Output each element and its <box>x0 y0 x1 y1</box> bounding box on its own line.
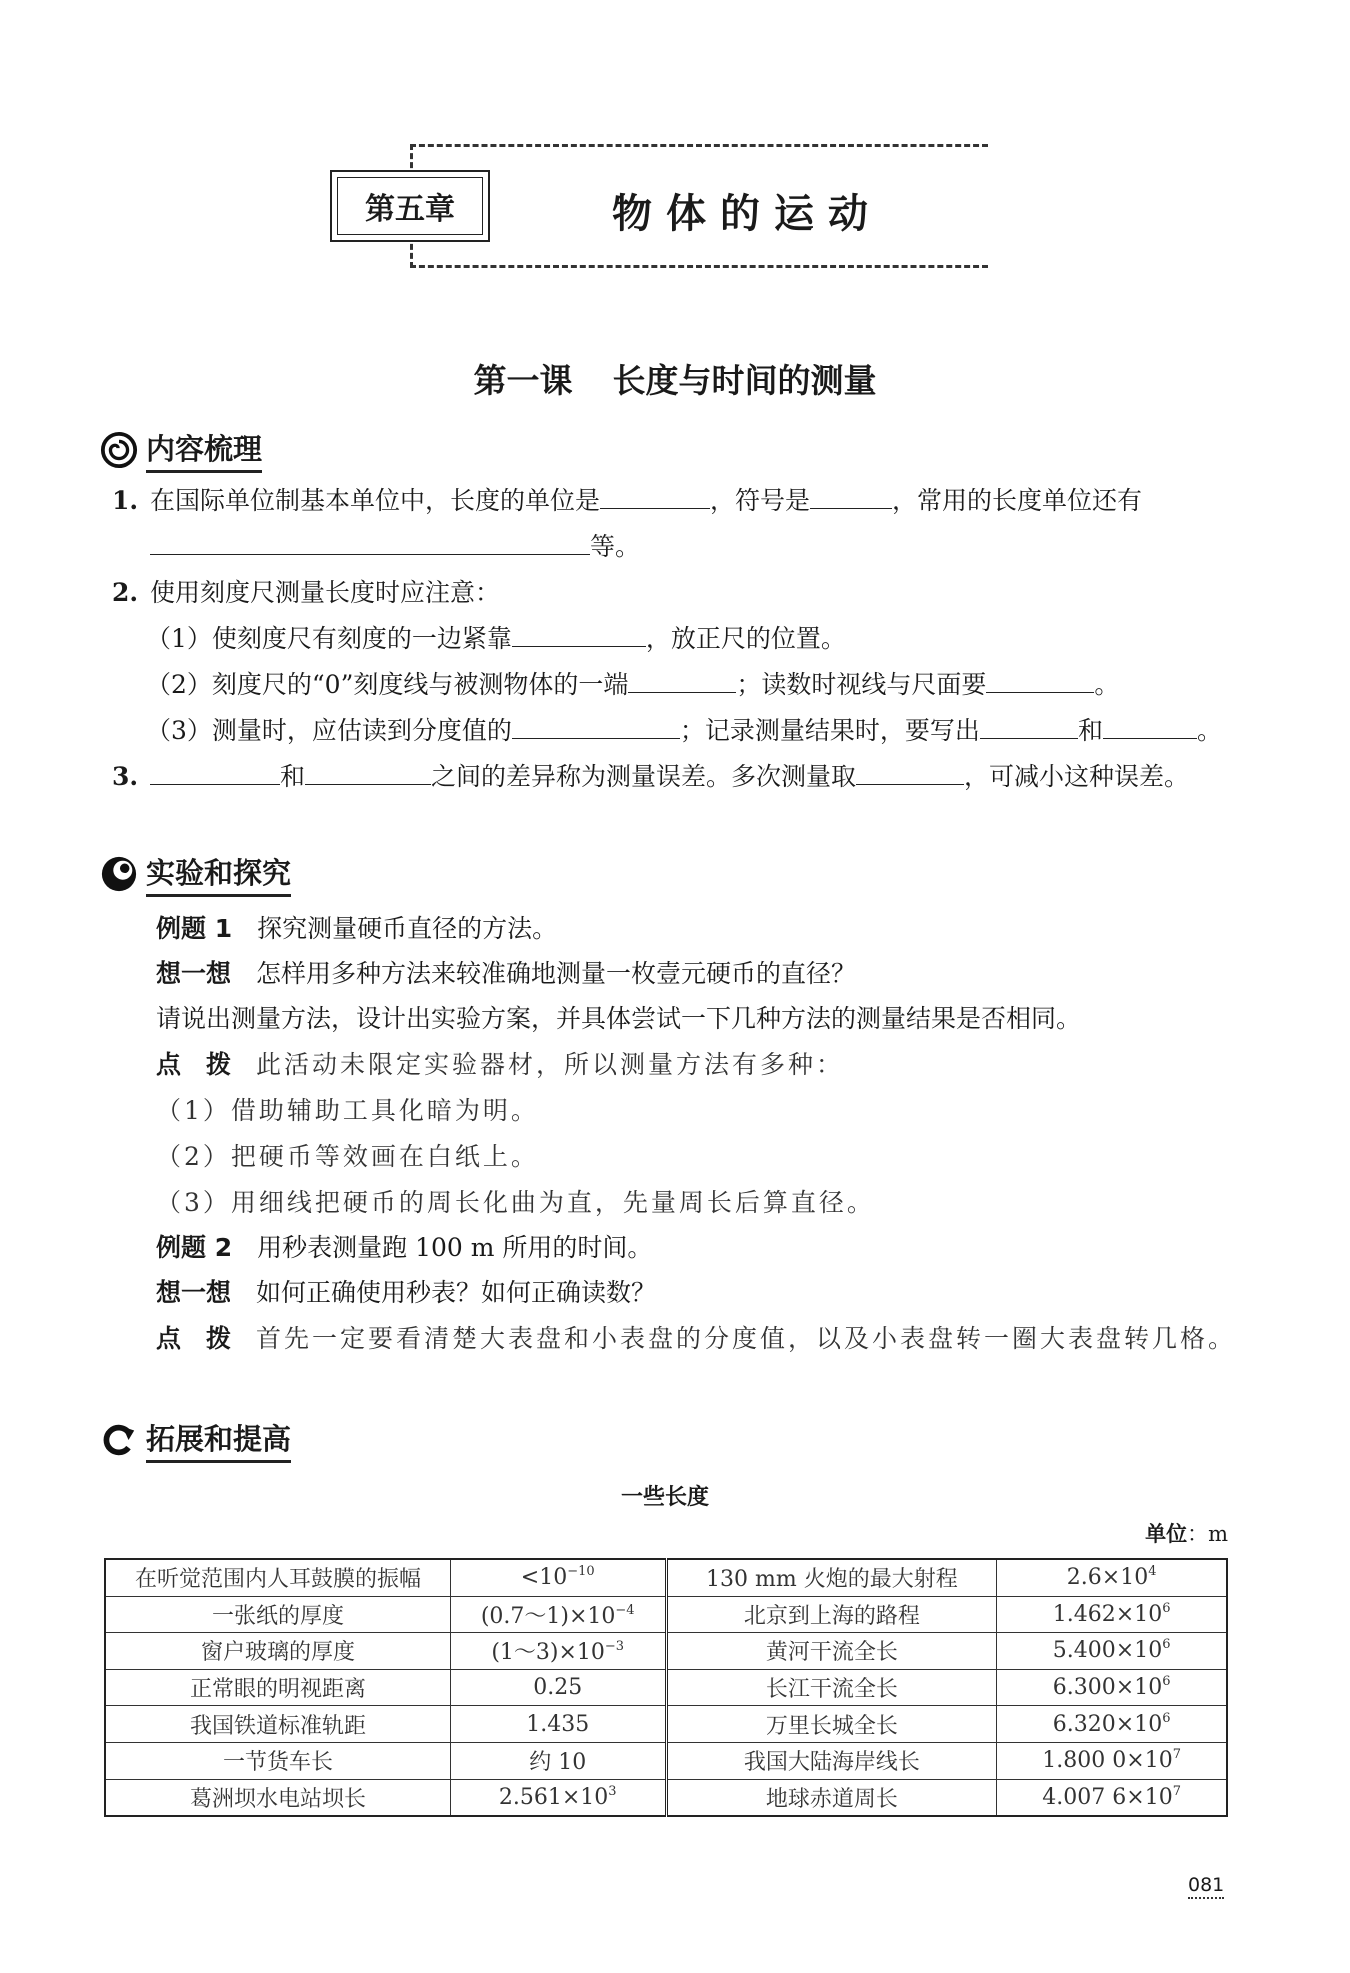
yin-yang-icon <box>100 855 138 893</box>
exponent: 6 <box>1162 1637 1171 1653</box>
exponent: −3 <box>604 1639 625 1655</box>
table-row <box>105 1742 1227 1779</box>
exponent: 6 <box>1162 1600 1171 1616</box>
table-row <box>105 1559 1227 1596</box>
question-2: 2. 使用刻度尺测量长度时应注意： <box>112 578 501 607</box>
tip-1-method-3: （3）用细线把硬币的周长化曲为直，先量周长后算直径。 <box>156 1188 875 1217</box>
table-cell-name: 我国铁道标准轨距 <box>189 1713 366 1739</box>
question-1-line2: 等。 <box>150 530 640 564</box>
chapter-label-box <box>330 170 490 242</box>
question-3: 3. 和 之间的差异称为测量误差。多次测量取 ，可减小这种误差。 <box>112 762 1190 791</box>
example-2: 例题 2 用秒表测量跑 100 m 所用的时间。 <box>156 1233 653 1262</box>
section-content-review <box>100 428 262 472</box>
exponent: 4 <box>1148 1564 1157 1580</box>
section-title: 拓展和提高 <box>146 1417 291 1463</box>
table-cell-name: 一张纸的厚度 <box>211 1603 344 1629</box>
answer-blank[interactable] <box>1103 714 1197 739</box>
table-cell-value: 1.800 0×10 <box>1042 1748 1173 1774</box>
section-experiment <box>100 852 291 896</box>
table-row <box>105 1669 1227 1706</box>
think-1: 想一想 怎样用多种方法来较准确地测量一枚壹元硬币的直径？ <box>156 959 857 988</box>
exponent: 3 <box>608 1783 617 1799</box>
think-2: 想一想 如何正确使用秒表？如何正确读数？ <box>156 1278 657 1307</box>
answer-blank[interactable] <box>512 714 680 739</box>
answer-blank[interactable] <box>628 668 736 693</box>
table-row <box>105 1779 1227 1816</box>
table-cell-value: 4.007 6×10 <box>1042 1784 1173 1810</box>
section-title: 内容梳理 <box>146 427 262 473</box>
question-2-item-2: （2）刻度尺的“0”刻度线与被测物体的一端 ；读数时视线与尺面要 。 <box>146 670 1120 699</box>
answer-blank[interactable] <box>150 530 590 555</box>
exponent: 6 <box>1162 1710 1171 1726</box>
lengths-table <box>104 1558 1228 1817</box>
chapter-label: 第五章 <box>337 177 483 235</box>
exponent: −10 <box>567 1564 595 1580</box>
table-cell-value: 1.462×10 <box>1052 1601 1163 1627</box>
answer-blank[interactable] <box>810 484 892 509</box>
lesson-name: 长度与时间的测量 <box>612 361 877 400</box>
table-row <box>105 1596 1227 1633</box>
tip-2: 点 拨 首先一定要看清楚大表盘和小表盘的分度值，以及小表盘转一圈大表盘转几格。 <box>156 1324 1237 1353</box>
table-cell-name: 黄河干流全长 <box>765 1640 898 1666</box>
table-cell-name: 一节货车长 <box>222 1750 333 1776</box>
answer-blank[interactable] <box>150 760 280 785</box>
rotate-arrow-icon <box>100 1421 138 1459</box>
table-cell-name: 葛洲坝水电站坝长 <box>189 1786 366 1812</box>
table-cell-value: 5.400×10 <box>1052 1638 1163 1664</box>
table-cell-value: 约 10 <box>529 1750 587 1776</box>
exponent: 6 <box>1162 1674 1171 1690</box>
table-cell-value: 0.25 <box>533 1675 583 1701</box>
example-1: 例题 1 探究测量硬币直径的方法。 <box>156 914 558 943</box>
table-cell-value: 2.561×10 <box>498 1784 609 1810</box>
exponent: 7 <box>1172 1783 1181 1799</box>
question-2-item-1: （1）使刻度尺有刻度的一边紧靠 ，放正尺的位置。 <box>146 624 846 653</box>
table-cell-value: 6.300×10 <box>1052 1675 1163 1701</box>
table-cell-name: 长江干流全长 <box>765 1677 898 1703</box>
tip-1-method-2: （2）把硬币等效画在白纸上。 <box>156 1142 539 1171</box>
table-caption: 一些长度 <box>620 1485 709 1510</box>
table-cell-value: 2.6×10 <box>1066 1565 1149 1591</box>
question-1-line1: 1. 在国际单位制基本单位中，长度的单位是 ，符号是 ，常用的长度单位还有 <box>112 486 1143 515</box>
table-cell-value: <10 <box>520 1565 568 1591</box>
section-title: 实验和探究 <box>146 851 291 897</box>
table-cell-value: (0.7～1)×10 <box>480 1603 616 1629</box>
lesson-number: 第一课 <box>473 361 573 400</box>
lesson-title <box>0 355 1350 402</box>
exponent: 7 <box>1172 1747 1181 1763</box>
table-row <box>105 1633 1227 1670</box>
table-cell-value: 1.435 <box>526 1711 590 1737</box>
table-cell-name: 北京到上海的路程 <box>743 1603 920 1629</box>
exponent: −4 <box>615 1602 635 1618</box>
answer-blank[interactable] <box>305 760 431 785</box>
answer-blank[interactable] <box>986 668 1094 693</box>
unit-label: 单位：m <box>1145 1522 1228 1546</box>
tip-1-method-1: （1）借助辅助工具化暗为明。 <box>156 1096 539 1125</box>
chapter-title: 物体的运动 <box>612 190 882 237</box>
think-1-extra: 请说出测量方法，设计出实验方案，并具体尝试一下几种方法的测量结果是否相同。 <box>156 1004 1082 1033</box>
table-cell-value: 6.320×10 <box>1052 1711 1163 1737</box>
table-row <box>105 1706 1227 1743</box>
question-2-item-3: （3）测量时，应估读到分度值的 ；记录测量结果时，要写出 和 。 <box>146 716 1222 745</box>
table-cell-name: 正常眼的明视距离 <box>189 1677 366 1703</box>
spiral-icon <box>100 431 138 469</box>
answer-blank[interactable] <box>980 714 1078 739</box>
answer-blank[interactable] <box>600 484 710 509</box>
tip-1: 点 拨 此活动未限定实验器材，所以测量方法有多种： <box>156 1050 845 1079</box>
table-cell-name: 万里长城全长 <box>765 1713 898 1739</box>
page-number: 081 <box>1188 1874 1224 1899</box>
table-cell-name: 我国大陆海岸线长 <box>743 1750 920 1776</box>
table-cell-name: 窗户玻璃的厚度 <box>200 1640 355 1666</box>
table-cell-name: 地球赤道周长 <box>765 1786 898 1812</box>
answer-blank[interactable] <box>512 622 646 647</box>
table-cell-name: 130 mm 火炮的最大射程 <box>706 1567 958 1593</box>
table-cell-name: 在听觉范围内人耳鼓膜的振幅 <box>134 1567 421 1593</box>
section-extension <box>100 1418 291 1462</box>
answer-blank[interactable] <box>856 760 964 785</box>
table-cell-value: (1～3)×10 <box>491 1640 605 1666</box>
